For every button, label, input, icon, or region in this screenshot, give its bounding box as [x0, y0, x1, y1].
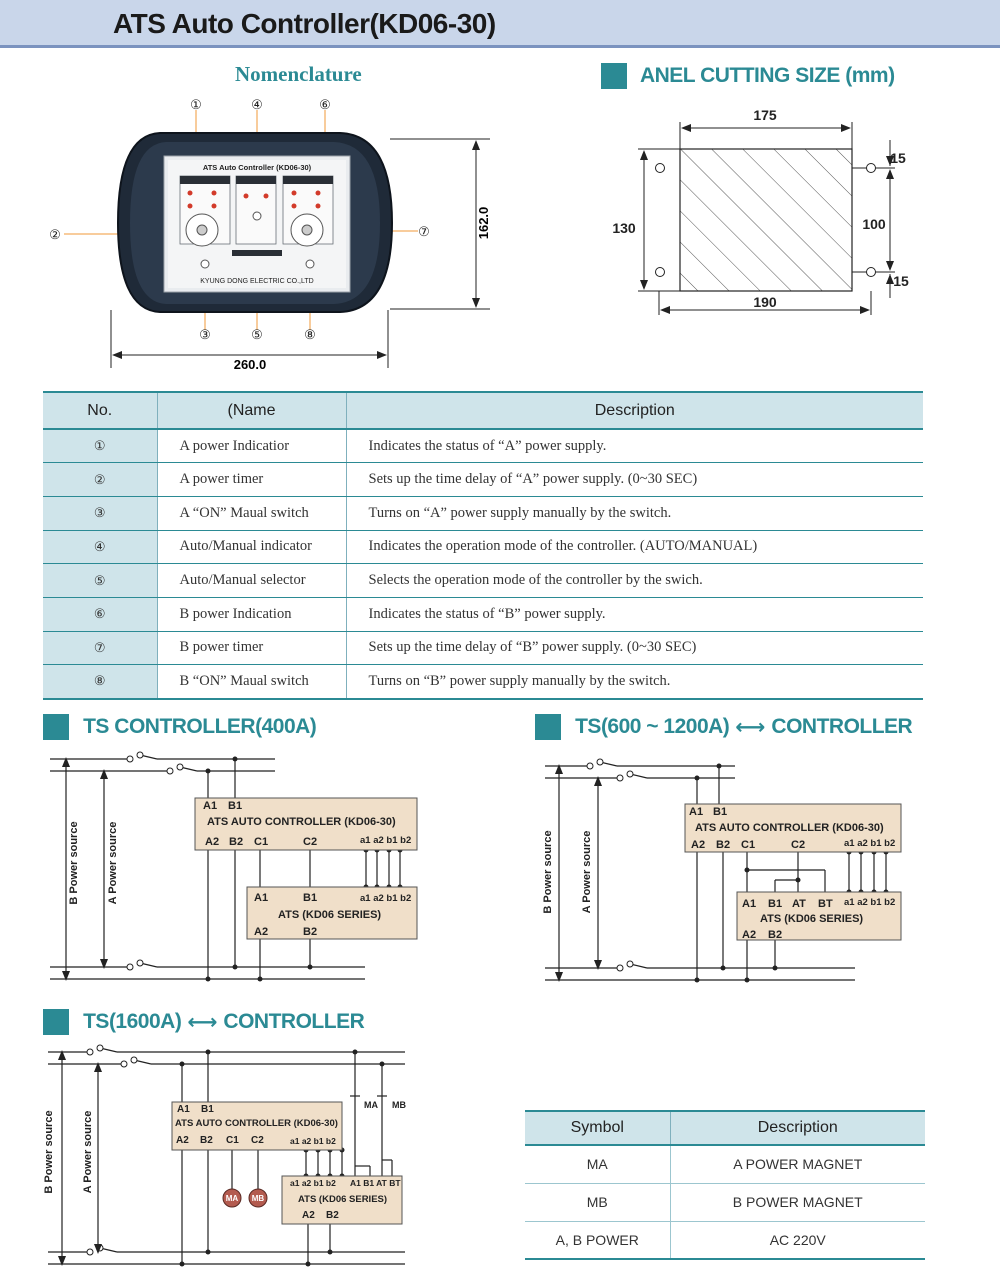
- dim-right: 100: [862, 216, 886, 232]
- page-title: ATS Auto Controller(KD06-30): [113, 8, 496, 39]
- term-a1: A1: [742, 898, 757, 910]
- table-row: ⑤ Auto/Manual selector Selects the operation mode of the controller by the swich.: [43, 564, 923, 598]
- term-b1: B1: [228, 800, 243, 812]
- callout-1: ①: [190, 97, 202, 112]
- wiring-diagram-1600a: [40, 1040, 460, 1270]
- table-row: ③ A “ON” Maual switch Turns on “A” power supply manually by the switch.: [43, 496, 923, 530]
- aux-terminals: a1 a2 b1 b2: [290, 1136, 336, 1146]
- callout-5: ⑤: [251, 327, 263, 342]
- term-b1: B1: [201, 1104, 214, 1115]
- b-power-source: B Power source: [43, 1110, 55, 1194]
- term-b2: B2: [716, 839, 731, 851]
- a-power-source: A Power source: [107, 821, 119, 905]
- dim-top-right: 15: [890, 150, 906, 166]
- b-power-source: B Power source: [542, 830, 554, 914]
- table-row: ⑦ B power timer Sets up the time delay of “B” power supply. (0~30 SEC): [43, 631, 923, 665]
- term-c2: C2: [251, 1135, 264, 1146]
- table-row: ① A power Indicatior Indicates the status of “A” power supply.: [43, 429, 923, 463]
- term-a2: A2: [254, 926, 269, 938]
- table-row: ② A power timer Sets up the time delay of “A” power supply. (0~30 SEC): [43, 463, 923, 497]
- aux-terminals: a1 a2 b1 b2: [360, 893, 412, 904]
- callout-8: ⑧: [304, 327, 316, 342]
- term-b1: B1: [303, 892, 318, 904]
- panel-cutting-drawing: [600, 100, 920, 320]
- controller-title: ATS AUTO CONTROLLER (KD06-30): [175, 1118, 338, 1129]
- callout-6: ⑥: [319, 97, 331, 112]
- double-arrow-icon: ⟷: [187, 1010, 218, 1034]
- col-description: Description: [670, 1111, 925, 1145]
- diagram-400-heading: ATS CONTROLLER(400A): [43, 712, 316, 742]
- diagram-600-heading: ATS(600 ~ 1200A) ⟷ CONTROLLER: [535, 712, 912, 742]
- term-a1: A1: [254, 892, 269, 904]
- callout-3: ③: [199, 327, 211, 342]
- label-ma: MA: [364, 1100, 378, 1110]
- term-b1: B1: [713, 806, 728, 818]
- term-b2: B2: [200, 1135, 213, 1146]
- term-b2: B2: [768, 929, 783, 941]
- aux-terminals: a1 a2 b1 b2: [360, 835, 412, 846]
- term-a1: A1: [177, 1104, 190, 1115]
- table-row: A, B POWER AC 220V: [525, 1221, 925, 1259]
- b-power-source: B Power source: [68, 821, 80, 905]
- a-power-source: A Power source: [82, 1110, 94, 1194]
- ats-title: ATS (KD06 SERIES): [760, 913, 864, 925]
- term-bt: BT: [818, 898, 833, 910]
- symbol-table: [525, 1110, 925, 1260]
- callout-2: ②: [49, 227, 61, 242]
- ats-title: ATS (KD06 SERIES): [298, 1194, 388, 1205]
- dim-height: 162.0: [476, 206, 491, 240]
- term-a2: A2: [742, 929, 757, 941]
- device-maker: KYUNG DONG ELECTRIC CO.,LTD: [200, 278, 314, 285]
- magnet-mb-label: MB: [251, 1194, 265, 1203]
- nomenclature-heading: Nomenclature: [235, 62, 362, 86]
- dim-bottom-right: 15: [893, 273, 909, 289]
- diagram-1600-heading: ATS(1600A) ⟷ CONTROLLER: [43, 1007, 364, 1037]
- aux-terminals: a1 a2 b1 b2: [844, 838, 896, 849]
- col-no: No.: [43, 392, 157, 429]
- term-c1: C1: [226, 1135, 239, 1146]
- term-c2: C2: [791, 839, 806, 851]
- table-row: ④ Auto/Manual indicator Indicates the operation mode of the controller. (AUTO/MANUAL): [43, 530, 923, 564]
- term-b2: B2: [326, 1210, 339, 1221]
- controller-title: ATS AUTO CONTROLLER (KD06-30): [207, 816, 396, 828]
- label-mb: MB: [392, 1100, 406, 1110]
- col-description: Description: [346, 392, 923, 429]
- term-a1: A1: [203, 800, 218, 812]
- col-name: (Name: [157, 392, 346, 429]
- table-row: ⑧ B “ON” Maual switch Turns on “B” power supply manually by the switch.: [43, 665, 923, 699]
- dim-bottom: 190: [753, 294, 777, 310]
- term-c1: C1: [741, 839, 756, 851]
- panel-cutting-heading: PANEL CUTTING SIZE (mm): [601, 61, 895, 91]
- nomenclature-drawing: [0, 90, 500, 390]
- term-a2: A2: [302, 1210, 315, 1221]
- dim-width: 260.0: [233, 357, 267, 372]
- title-bar: [0, 0, 1000, 48]
- aux-terminals: a1 a2 b1 b2: [844, 897, 896, 908]
- term-a2: A2: [205, 836, 220, 848]
- ats-top-terminals: A1 B1 AT BT: [350, 1178, 401, 1188]
- wiring-diagram-400a: [40, 745, 500, 995]
- col-symbol: Symbol: [525, 1111, 670, 1145]
- dim-top: 175: [753, 107, 777, 123]
- term-at: AT: [792, 898, 806, 910]
- term-c2: C2: [303, 836, 318, 848]
- ats-title: ATS (KD06 SERIES): [278, 909, 382, 921]
- nomenclature-table: [43, 391, 923, 700]
- dim-left: 130: [612, 220, 636, 236]
- term-b2: B2: [303, 926, 318, 938]
- aux-terminals: a1 a2 b1 b2: [290, 1178, 336, 1188]
- wiring-diagram-600a: [535, 752, 955, 992]
- table-row: ⑥ B power Indication Indicates the status of “B” power supply.: [43, 597, 923, 631]
- term-a2: A2: [691, 839, 706, 851]
- magnet-ma-label: MA: [225, 1194, 239, 1203]
- term-b1: B1: [768, 898, 783, 910]
- term-b2: B2: [229, 836, 244, 848]
- a-power-source: A Power source: [581, 830, 593, 914]
- controller-title: ATS AUTO CONTROLLER (KD06-30): [695, 822, 884, 834]
- callout-4: ④: [251, 97, 263, 112]
- term-a1: A1: [689, 806, 704, 818]
- term-a2: A2: [176, 1135, 189, 1146]
- term-c1: C1: [254, 836, 269, 848]
- callout-7: ⑦: [418, 224, 430, 239]
- double-arrow-icon: ⟷: [735, 715, 766, 739]
- device-title: ATS Auto Controller (KD06-30): [202, 163, 312, 172]
- table-row: MA A POWER MAGNET: [525, 1145, 925, 1183]
- table-row: MB B POWER MAGNET: [525, 1183, 925, 1221]
